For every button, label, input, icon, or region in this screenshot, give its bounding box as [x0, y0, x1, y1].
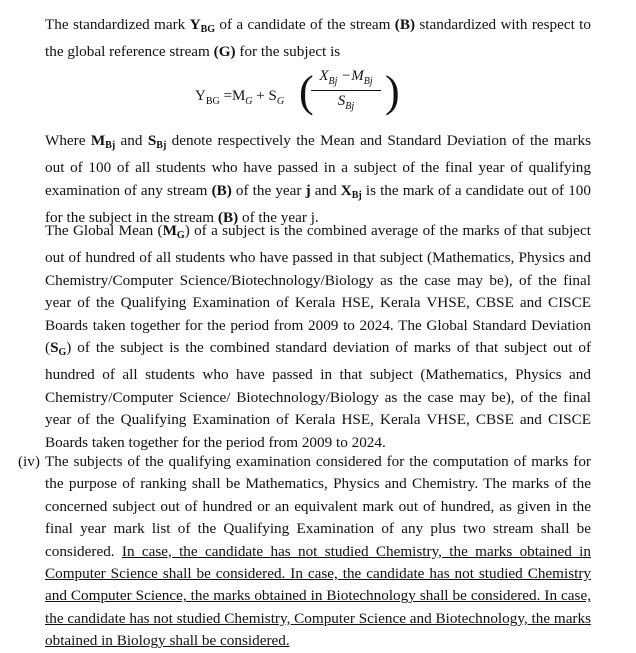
standardization-formula [195, 66, 415, 122]
ybg-symbol: $Y_{BG}$ [189, 16, 216, 35]
item-iv-paragraph [45, 451, 591, 653]
stream-g: (G) [213, 43, 236, 61]
text: of a candidate of the stream [215, 16, 395, 33]
fraction-denominator: $S_{Bj}$ [337, 93, 355, 112]
fraction-numerator: $X_{Bj} -M_{Bj}$ [319, 68, 373, 87]
global-mean-paragraph: The Global Mean $(M_G)$ of a subject is the combined average of the marks of that subject out of hundred of all students who have passed in that subject (Mathematics, Physics and Chemistry/Computer Science/Biotechnology/Biology as the case may be), of the final year of the Qualifying Examination of Kerala HSE, Kerala VHSE, CBSE and CISCE Boards taken together for the period from 2009 to 2024. The Global Standard Deviation $(S_G)$ of the subject is the combined standard deviation of marks of that subject out of hundred of all students who have passed in that subject (Mathematics, Physics and Chemistry/Computer Science/ Biotechnology/Biology as the case may be), of the final year of the Qualifying Examination of Kerala HSE, Kerala VHSE, CBSE and CISCE Boards taken together for the period from 2009 to 2024. [45, 222, 591, 451]
item-iv-underlined-text: In case, the candidate has not studied Chemistry, the marks obtained in Computer Science shall be considered. In case, the candidate has not studied Chemistry and Computer Science, the marks obtained in Biotechnology shall be considered. In case, the candidate has not studied Chemistry, Computer Science and Biotechnology, the marks obtained in Biology shall be considered. [45, 542, 591, 650]
formula-lhs: $Y_{BG} =M_G + S_G$ [195, 88, 285, 107]
item-iv-text: The subjects of the qualifying examination considered for the computation of marks for the purpose of ranking shall be Mathematics, Physics and Chemistry. The marks of the concerned subject out of hundred or an equivalent mark out of hundred, as given in the final year mark list of the Qualifying Examination of any plus two stream shall be considered. [45, 453, 591, 560]
text: The standardized mark [45, 16, 190, 33]
definitions-paragraph: Where $M_{Bj}$ and $S_{Bj}$ denote respectively the Mean and Standard Deviation of the marks out of 100 of all students who have passed in a subject of the final year of qualifying examination of any stream (B) of the year j and $X_{Bj}$ is the mark of a candidate out of 100 for the subject in the stream (B) of the year j. [45, 132, 591, 227]
formula-fraction [307, 68, 385, 112]
intro-paragraph [45, 14, 591, 64]
right-paren: ) [385, 67, 400, 116]
text: standardized with respect to the global reference stream [45, 16, 591, 61]
left-paren: ( [299, 67, 314, 116]
item-marker-iv: (iv) [18, 453, 40, 470]
stream-b: (B) [394, 16, 416, 33]
text: for the subject is [235, 43, 341, 61]
